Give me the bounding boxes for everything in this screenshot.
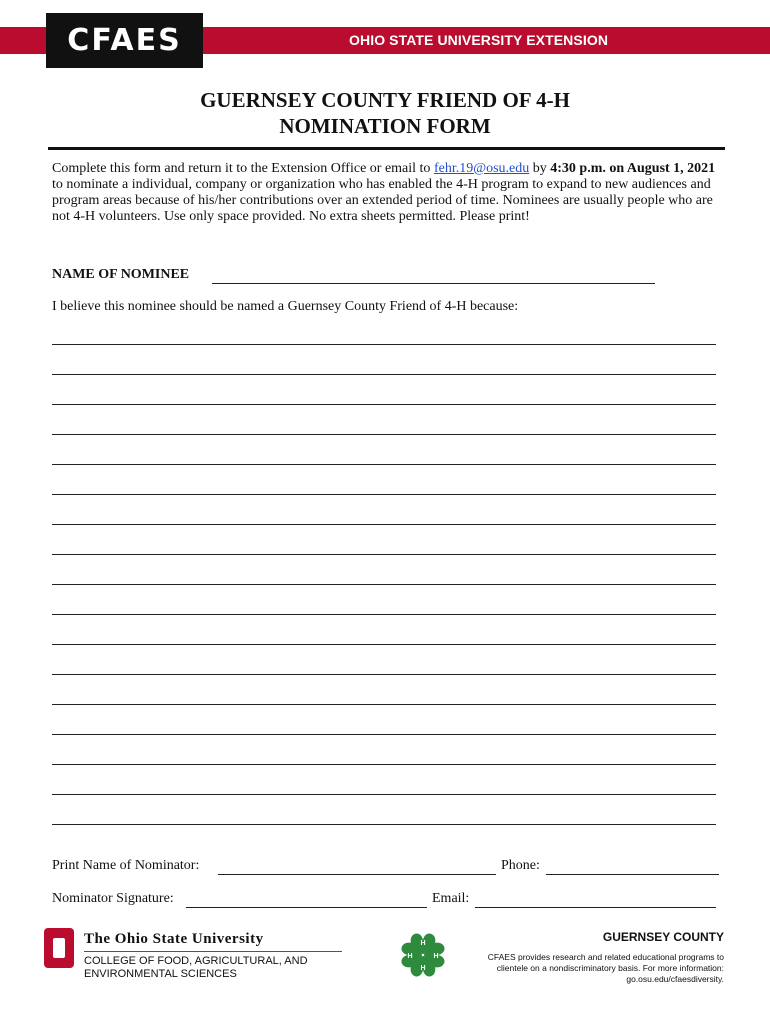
reason-line[interactable] (52, 494, 716, 495)
university-rule (84, 951, 342, 952)
reason-line[interactable] (52, 764, 716, 765)
svg-text:H: H (433, 953, 439, 960)
form-title-line1: GUERNSEY COUNTY FRIEND OF 4-H (200, 88, 570, 112)
form-title-line2: NOMINATION FORM (279, 114, 491, 138)
county-name: GUERNSEY COUNTY (602, 930, 724, 944)
nondiscrimination-statement: CFAES provides research and related educational programs to clientele on a nondiscriminatory basis. For more information: go.osu.edu/cfaesdiversity. (487, 952, 724, 984)
email-label: Email: (432, 891, 470, 906)
email-field[interactable] (475, 907, 716, 908)
reason-line[interactable] (52, 344, 716, 345)
reason-line[interactable] (52, 644, 716, 645)
block-o-icon (44, 928, 74, 968)
intro-text-after: to nominate a individual, company or organization who has enabled the 4-H program to expand to new audiences and program areas because of his/her contributions over an extended period of time. Nominees are usually people who are not 4-H volunteers. Use only space provided. No extra sheets permitted. Please print! (52, 177, 713, 224)
reason-line[interactable] (52, 824, 716, 825)
svg-text:H: H (407, 953, 413, 960)
svg-text:H: H (420, 940, 426, 947)
reason-line[interactable] (52, 794, 716, 795)
reason-line[interactable] (52, 734, 716, 735)
nominee-name-field[interactable] (212, 283, 655, 284)
reason-line[interactable] (52, 674, 716, 675)
intro-text: Complete this form and return it to the Extension Office or email to (52, 161, 434, 176)
signature-field[interactable] (186, 907, 427, 908)
because-prompt: I believe this nominee should be named a Guernsey County Friend of 4-H because: (52, 299, 519, 314)
email-link[interactable]: fehr.19@osu.edu (433, 161, 530, 176)
4h-clover-icon (398, 930, 448, 980)
reason-line[interactable] (52, 704, 716, 705)
college-name: COLLEGE OF FOOD, AGRICULTURAL, AND ENVIRONMENTAL SCIENCES (84, 955, 308, 980)
title-divider (48, 147, 725, 150)
university-name: The Ohio State University (84, 931, 264, 947)
print-name-label: Print Name of Nominator: (52, 858, 200, 873)
reason-line[interactable] (52, 584, 716, 585)
reason-line[interactable] (52, 614, 716, 615)
reason-line[interactable] (52, 404, 716, 405)
reason-line[interactable] (52, 524, 716, 525)
deadline: 4:30 p.m. on August 1, 2021 (550, 161, 716, 176)
cfaes-logo: CFAES (46, 13, 203, 68)
extension-label: OHIO STATE UNIVERSITY EXTENSION (349, 32, 609, 48)
phone-label: Phone: (501, 858, 540, 873)
reason-line[interactable] (52, 374, 716, 375)
phone-field[interactable] (546, 874, 719, 875)
print-name-field[interactable] (218, 874, 496, 875)
signature-label: Nominator Signature: (52, 891, 174, 906)
nominee-row (52, 267, 189, 283)
reason-line[interactable] (52, 434, 716, 435)
svg-text:H: H (420, 965, 426, 972)
intro-by: by (529, 161, 551, 176)
reason-line[interactable] (52, 554, 716, 555)
reason-line[interactable] (52, 464, 716, 465)
instructions-paragraph (52, 161, 727, 225)
nominee-label: NAME OF NOMINEE (52, 267, 190, 282)
